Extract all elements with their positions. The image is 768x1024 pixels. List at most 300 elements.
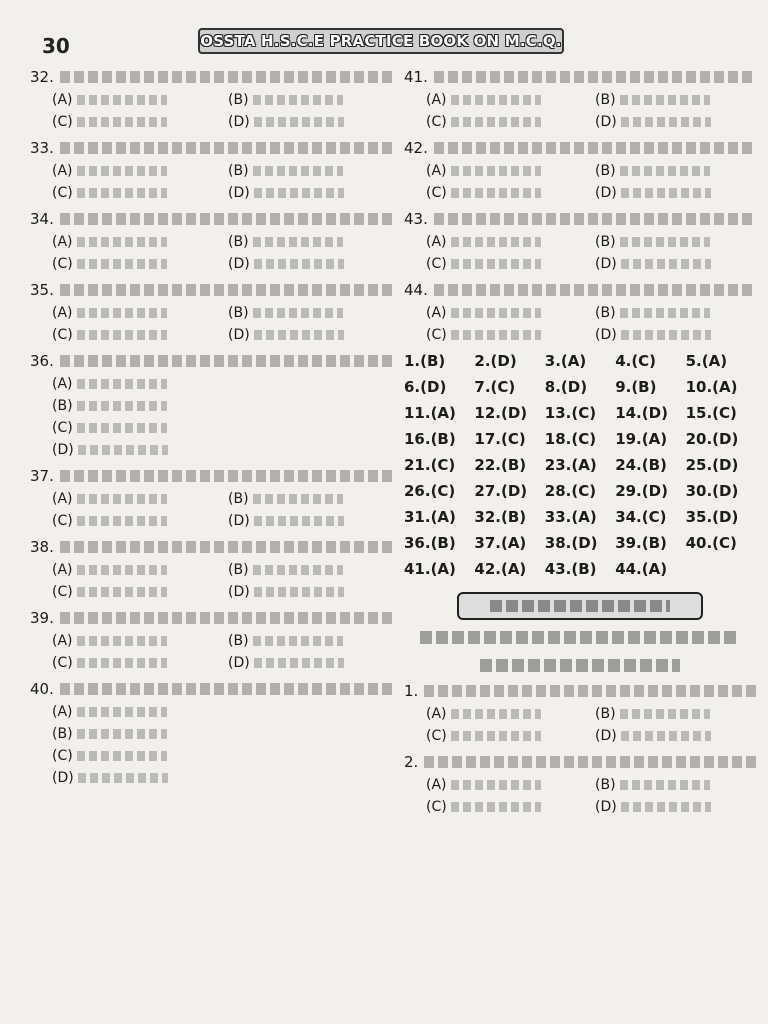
option-text	[451, 89, 587, 111]
answer-key-item: 20.(D)	[685, 430, 739, 448]
answer-option	[228, 488, 396, 510]
option-letter: (B)	[228, 562, 249, 578]
answer-option	[52, 745, 396, 767]
option-letter: (D)	[595, 728, 617, 744]
question-number: 33.	[30, 139, 54, 157]
answer-key-item: 14.(D)	[615, 404, 668, 422]
option-list	[30, 231, 396, 275]
option-text	[620, 231, 756, 253]
option-text	[254, 510, 396, 532]
answer-key-item: 3.(A)	[544, 352, 587, 370]
option-text	[77, 253, 220, 275]
option-letter: (A)	[426, 234, 447, 250]
option-text	[254, 652, 396, 674]
option-text	[254, 253, 396, 275]
answer-option	[52, 182, 220, 204]
right-question-list	[404, 66, 756, 346]
option-letter: (B)	[228, 92, 249, 108]
question-line	[30, 607, 396, 630]
answer-option	[426, 160, 587, 182]
question-block	[404, 66, 756, 133]
answer-option	[228, 324, 396, 346]
question-line	[30, 678, 396, 701]
answer-key-item: 15.(C)	[685, 404, 737, 422]
option-text	[621, 253, 756, 275]
option-letter: (C)	[52, 185, 73, 201]
question-block	[30, 536, 396, 603]
question-number: 43.	[404, 210, 428, 228]
answer-key-item: 7.(C)	[474, 378, 516, 396]
option-text	[77, 581, 220, 603]
option-text	[77, 231, 220, 253]
option-text	[77, 324, 220, 346]
option-letter: (D)	[595, 799, 617, 815]
answer-option	[595, 302, 756, 324]
question-number: 34.	[30, 210, 54, 228]
option-text	[451, 302, 587, 324]
question-line	[404, 137, 756, 160]
option-text	[621, 796, 756, 818]
option-text	[621, 725, 756, 747]
page-number: 30	[42, 34, 70, 58]
option-list	[404, 774, 756, 818]
option-text	[451, 182, 587, 204]
answer-option	[52, 417, 396, 439]
answer-key-item: 18.(C)	[544, 430, 597, 448]
answer-option	[52, 439, 396, 461]
option-letter: (C)	[52, 513, 73, 529]
option-letter: (A)	[52, 163, 73, 179]
option-letter: (A)	[426, 92, 447, 108]
option-text	[621, 111, 756, 133]
answer-option	[595, 796, 756, 818]
option-letter: (D)	[228, 256, 250, 272]
answer-option	[595, 111, 756, 133]
answer-option	[52, 324, 220, 346]
option-text	[451, 253, 587, 275]
option-list	[404, 302, 756, 346]
answer-option	[426, 796, 587, 818]
option-letter: (A)	[52, 491, 73, 507]
answer-option	[595, 703, 756, 725]
option-letter: (A)	[52, 92, 73, 108]
option-letter: (C)	[426, 114, 447, 130]
option-text	[451, 774, 587, 796]
question-line	[30, 66, 396, 89]
option-letter: (A)	[426, 777, 447, 793]
answer-key-item: 33.(A)	[544, 508, 597, 526]
question-line	[30, 208, 396, 231]
option-text	[621, 324, 756, 346]
question-text	[60, 607, 396, 630]
question-number: 1.	[404, 682, 419, 700]
answer-key-item: 37.(A)	[474, 534, 527, 552]
question-line	[30, 279, 396, 302]
answer-key-item: 9.(B)	[615, 378, 657, 396]
answer-option	[52, 373, 396, 395]
option-letter: (B)	[595, 234, 616, 250]
answer-option	[228, 581, 396, 603]
answer-option	[595, 231, 756, 253]
answer-key-item: 2.(D)	[474, 352, 517, 370]
answer-key-item: 38.(D)	[544, 534, 598, 552]
option-list	[30, 302, 396, 346]
answer-option	[52, 395, 396, 417]
option-text	[77, 89, 220, 111]
option-letter: (B)	[595, 777, 616, 793]
book-title-banner: OSSTA H.S.C.E PRACTICE BOOK ON M.C.Q.	[198, 28, 564, 54]
question-block	[30, 465, 396, 532]
question-block	[30, 137, 396, 204]
option-letter: (B)	[595, 92, 616, 108]
option-letter: (A)	[52, 234, 73, 250]
question-text	[434, 137, 756, 160]
question-block	[30, 350, 396, 461]
option-letter: (A)	[426, 163, 447, 179]
question-text	[434, 66, 756, 89]
question-line	[404, 751, 756, 774]
answer-option	[595, 324, 756, 346]
answer-option	[595, 253, 756, 275]
answer-key-item: 16.(B)	[404, 430, 456, 448]
right-column	[404, 66, 756, 822]
option-letter: (C)	[426, 728, 447, 744]
option-text	[620, 774, 756, 796]
option-letter: (D)	[595, 327, 617, 343]
answer-option	[52, 723, 396, 745]
question-text	[60, 279, 396, 302]
answer-option	[52, 510, 220, 532]
option-list	[30, 160, 396, 204]
answer-key-item: 36.(B)	[404, 534, 456, 552]
answer-option	[52, 253, 220, 275]
answer-option	[228, 302, 396, 324]
option-text	[77, 111, 220, 133]
option-text	[77, 510, 220, 532]
question-number: 41.	[404, 68, 428, 86]
answer-option	[426, 253, 587, 275]
question-number: 38.	[30, 538, 54, 556]
option-text	[254, 324, 396, 346]
question-line	[30, 350, 396, 373]
answer-key-item: 17.(C)	[474, 430, 526, 448]
answer-key-item: 5.(A)	[685, 352, 728, 370]
answer-option	[52, 160, 220, 182]
option-letter: (B)	[595, 706, 616, 722]
answer-option	[52, 701, 396, 723]
option-letter: (C)	[426, 185, 447, 201]
question-text	[424, 680, 756, 703]
question-text	[424, 751, 756, 774]
option-letter: (B)	[228, 305, 249, 321]
question-block	[404, 751, 756, 818]
option-text	[254, 111, 396, 133]
question-block	[30, 208, 396, 275]
chapter-question-list	[404, 680, 756, 818]
answer-key-item: 12.(D)	[474, 404, 528, 422]
answer-option	[52, 302, 220, 324]
option-text	[77, 160, 220, 182]
answer-key-item: 26.(C)	[404, 482, 456, 500]
answer-key-item: 34.(C)	[615, 508, 667, 526]
option-text	[253, 160, 396, 182]
option-text	[620, 89, 756, 111]
question-text	[434, 279, 756, 302]
option-text	[77, 395, 396, 417]
option-list	[30, 701, 396, 789]
option-text	[77, 417, 396, 439]
option-text	[451, 796, 587, 818]
option-letter: (B)	[228, 491, 249, 507]
answer-option	[52, 767, 396, 789]
option-letter: (D)	[595, 185, 617, 201]
answer-option	[228, 630, 396, 652]
answer-key-item: 32.(B)	[474, 508, 527, 526]
option-text	[77, 745, 396, 767]
answer-option	[52, 559, 220, 581]
answer-option	[595, 89, 756, 111]
option-letter: (C)	[52, 327, 73, 343]
answer-option	[426, 725, 587, 747]
answer-option	[426, 302, 587, 324]
option-list	[30, 630, 396, 674]
answer-option	[52, 488, 220, 510]
answer-key-item: 41.(A)	[404, 560, 456, 578]
option-list	[404, 231, 756, 275]
answer-key-item: 25.(D)	[685, 456, 739, 474]
option-text	[253, 89, 396, 111]
answer-option	[426, 182, 587, 204]
option-text	[77, 182, 220, 204]
option-text	[77, 373, 396, 395]
question-number: 32.	[30, 68, 54, 86]
option-letter: (C)	[52, 420, 73, 436]
question-number: 35.	[30, 281, 54, 299]
answer-option	[426, 89, 587, 111]
question-block	[404, 279, 756, 346]
answer-key-item: 29.(D)	[615, 482, 668, 500]
option-letter: (C)	[52, 584, 73, 600]
option-text	[253, 302, 396, 324]
question-block	[404, 680, 756, 747]
option-letter: (C)	[52, 114, 73, 130]
option-text	[77, 701, 396, 723]
question-block	[30, 607, 396, 674]
option-letter: (B)	[228, 633, 249, 649]
question-number: 44.	[404, 281, 428, 299]
answer-key-item: 40.(C)	[685, 534, 737, 552]
question-number: 39.	[30, 609, 54, 627]
option-letter: (D)	[228, 584, 250, 600]
option-letter: (A)	[52, 305, 73, 321]
question-block	[30, 678, 396, 789]
option-text	[254, 182, 396, 204]
answer-key-item: 4.(C)	[615, 352, 657, 370]
answer-key-item: 24.(B)	[615, 456, 667, 474]
answer-key-item: 43.(B)	[544, 560, 597, 578]
option-text	[77, 652, 220, 674]
answer-key-item: 19.(A)	[615, 430, 668, 448]
option-letter: (D)	[595, 114, 617, 130]
question-number: 42.	[404, 139, 428, 157]
chapter-title	[404, 624, 756, 652]
option-text	[620, 160, 756, 182]
option-text	[77, 723, 396, 745]
answer-option	[426, 774, 587, 796]
answer-option	[595, 725, 756, 747]
option-text	[253, 488, 396, 510]
option-text	[451, 725, 587, 747]
option-letter: (D)	[52, 442, 74, 458]
answer-option	[228, 89, 396, 111]
option-text	[451, 324, 587, 346]
answer-option	[52, 111, 220, 133]
question-text	[60, 350, 396, 373]
option-letter: (B)	[52, 398, 73, 414]
question-text	[60, 465, 396, 488]
option-letter: (C)	[52, 655, 73, 671]
answer-key-item: 31.(A)	[404, 508, 456, 526]
answer-option	[228, 111, 396, 133]
option-letter: (A)	[52, 704, 73, 720]
option-letter: (A)	[52, 376, 73, 392]
answer-option	[52, 89, 220, 111]
answer-option	[426, 703, 587, 725]
answer-option	[52, 630, 220, 652]
option-text	[253, 559, 396, 581]
answer-option	[426, 111, 587, 133]
answer-key-item: 44.(A)	[615, 560, 668, 578]
answer-option	[228, 231, 396, 253]
option-text	[620, 703, 756, 725]
question-text	[60, 66, 396, 89]
option-list	[404, 703, 756, 747]
option-letter: (B)	[228, 234, 249, 250]
option-letter: (C)	[426, 327, 447, 343]
answer-option	[595, 160, 756, 182]
answer-option	[426, 324, 587, 346]
option-letter: (A)	[426, 706, 447, 722]
answer-option	[228, 182, 396, 204]
answer-key-item: 13.(C)	[544, 404, 597, 422]
option-text	[77, 488, 220, 510]
answer-key-item: 39.(B)	[615, 534, 667, 552]
answer-key-grid	[404, 350, 756, 580]
answer-key-item: 22.(B)	[474, 456, 527, 474]
question-line	[30, 465, 396, 488]
option-list	[30, 488, 396, 532]
option-letter: (D)	[228, 513, 250, 529]
answer-option	[228, 160, 396, 182]
option-letter: (D)	[228, 114, 250, 130]
option-text	[77, 630, 220, 652]
option-list	[404, 89, 756, 133]
option-text	[253, 231, 396, 253]
option-letter: (A)	[52, 633, 73, 649]
option-letter: (C)	[52, 748, 73, 764]
question-line	[404, 680, 756, 703]
option-text	[78, 439, 396, 461]
answer-key-item: 10.(A)	[685, 378, 738, 396]
option-letter: (C)	[426, 256, 447, 272]
answer-option	[228, 510, 396, 532]
option-text	[77, 302, 220, 324]
chapter-subtitle	[404, 652, 756, 680]
option-letter: (B)	[595, 163, 616, 179]
option-text	[451, 231, 587, 253]
option-text	[77, 559, 220, 581]
question-text	[60, 137, 396, 160]
answer-key-item: 30.(D)	[685, 482, 739, 500]
chapter-label-box	[457, 592, 703, 620]
question-line	[30, 536, 396, 559]
question-block	[30, 279, 396, 346]
answer-option	[595, 182, 756, 204]
question-line	[404, 66, 756, 89]
option-text	[253, 630, 396, 652]
option-list	[30, 89, 396, 133]
answer-key-item: 42.(A)	[474, 560, 527, 578]
question-number: 40.	[30, 680, 54, 698]
answer-key-item: 27.(D)	[474, 482, 528, 500]
option-letter: (B)	[595, 305, 616, 321]
answer-option	[228, 652, 396, 674]
option-text	[451, 111, 587, 133]
answer-option	[426, 231, 587, 253]
answer-key-item: 6.(D)	[404, 378, 447, 396]
question-number: 37.	[30, 467, 54, 485]
option-text	[451, 160, 587, 182]
answer-option	[595, 774, 756, 796]
option-letter: (D)	[228, 185, 250, 201]
answer-key-item: 1.(B)	[404, 352, 446, 370]
option-letter: (A)	[426, 305, 447, 321]
option-list	[30, 373, 396, 461]
answer-option	[228, 559, 396, 581]
answer-key-item: 35.(D)	[685, 508, 739, 526]
option-letter: (D)	[228, 655, 250, 671]
answer-option	[52, 581, 220, 603]
option-list	[30, 559, 396, 603]
answer-key-item: 28.(C)	[544, 482, 597, 500]
option-letter: (D)	[52, 770, 74, 786]
option-letter: (A)	[52, 562, 73, 578]
option-text	[78, 767, 396, 789]
option-text	[621, 182, 756, 204]
option-letter: (B)	[228, 163, 249, 179]
question-block	[30, 66, 396, 133]
option-text	[254, 581, 396, 603]
option-list	[404, 160, 756, 204]
question-line	[404, 208, 756, 231]
option-text	[620, 302, 756, 324]
answer-key-item: 8.(D)	[544, 378, 588, 396]
option-letter: (C)	[52, 256, 73, 272]
question-block	[404, 137, 756, 204]
question-text	[434, 208, 756, 231]
option-letter: (D)	[228, 327, 250, 343]
answer-key-item: 23.(A)	[544, 456, 597, 474]
answer-option	[52, 652, 220, 674]
question-line	[30, 137, 396, 160]
left-column	[30, 66, 396, 793]
answer-key-item: 11.(A)	[404, 404, 456, 422]
answer-option	[228, 253, 396, 275]
question-line	[404, 279, 756, 302]
option-text	[451, 703, 587, 725]
question-number: 2.	[404, 753, 419, 771]
question-text	[60, 678, 396, 701]
